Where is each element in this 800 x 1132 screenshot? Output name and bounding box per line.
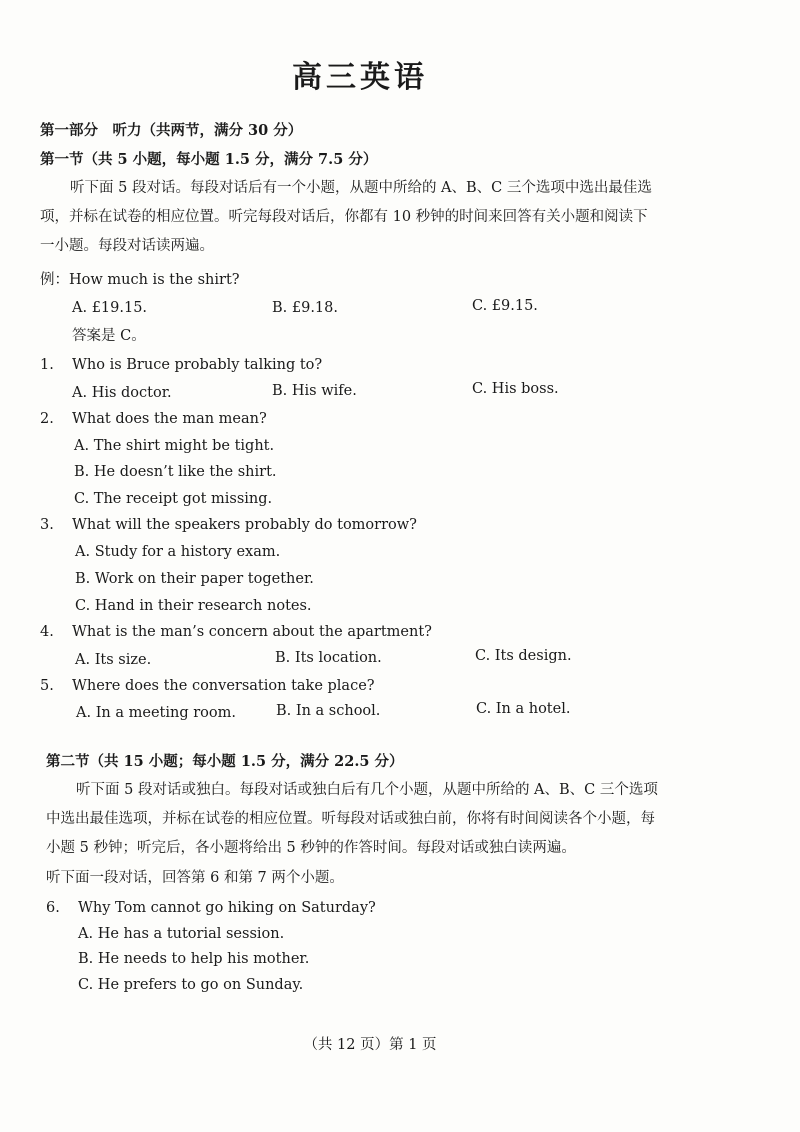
- option: B. His wife.: [272, 383, 357, 399]
- question-text: Who is Bruce probably talking to?: [72, 357, 323, 373]
- option: C. In a hotel.: [476, 701, 571, 717]
- question-number: 6.: [46, 900, 60, 916]
- example-option: C. £9.15.: [472, 298, 538, 314]
- example-option: A. £19.15.: [72, 300, 148, 316]
- option: C. He prefers to go on Sunday.: [78, 977, 304, 993]
- page-title: 高三英语: [292, 60, 428, 95]
- question-number: 4.: [40, 624, 54, 640]
- question-6: [46, 898, 376, 918]
- option: B. Its location.: [275, 650, 382, 666]
- section2-instruction-line: 中选出最佳选项，并标在试卷的相应位置。听每段对话或独白前，你将有时间阅读各个小题，每: [46, 811, 655, 827]
- example-answer: 答案是 C。: [72, 328, 146, 344]
- option: C. Its design.: [475, 648, 572, 664]
- section1-instruction-line: 一小题。每段对话读两遍。: [40, 238, 214, 254]
- option: C. Hand in their research notes.: [75, 598, 312, 614]
- section2-instruction-line: 听下面 5 段对话或独白。每段对话或独白后有几个小题，从题中所给的 A、B、C 三个选项: [76, 782, 658, 798]
- question-3: [40, 515, 417, 535]
- page-footer: （共 12 页）第 1 页: [303, 1037, 437, 1053]
- question-2: [40, 409, 267, 429]
- section2-sub-instruction: 听下面一段对话，回答第 6 和第 7 两个小题。: [46, 870, 344, 886]
- question-text: Why Tom cannot go hiking on Saturday?: [78, 900, 376, 916]
- question-text: What is the man’s concern about the apartment?: [72, 624, 432, 640]
- question-text: What will the speakers probably do tomorrow?: [72, 517, 417, 533]
- question-number: 2.: [40, 411, 54, 427]
- section2-heading: 第二节（共 15 小题；每小题 1.5 分，满分 22.5 分）: [46, 753, 404, 770]
- option: A. Its size.: [75, 652, 152, 668]
- option: A. The shirt might be tight.: [74, 438, 275, 454]
- option: B. He needs to help his mother.: [78, 951, 310, 967]
- example-option: B. £9.18.: [272, 300, 338, 316]
- section2-instruction-line: 小题 5 秒钟；听完后，各小题将给出 5 秒钟的作答时间。每段对话或独白读两遍。: [46, 840, 576, 856]
- question-number: 1.: [40, 357, 54, 373]
- question-5: [40, 676, 375, 696]
- option: B. In a school.: [276, 703, 381, 719]
- example-prompt: 例：How much is the shirt?: [40, 272, 240, 288]
- question-1: [40, 355, 322, 375]
- option: A. In a meeting room.: [76, 705, 236, 721]
- option: B. He doesn’t like the shirt.: [74, 464, 277, 480]
- option: A. Study for a history exam.: [75, 544, 281, 560]
- option: C. The receipt got missing.: [74, 491, 273, 507]
- question-number: 5.: [40, 678, 54, 694]
- question-4: [40, 622, 432, 642]
- option: A. His doctor.: [72, 385, 172, 401]
- question-text: Where does the conversation take place?: [72, 678, 375, 694]
- part1-heading: 第一部分 听力（共两节，满分 30 分）: [40, 122, 303, 139]
- question-text: What does the man mean?: [72, 411, 267, 427]
- option: A. He has a tutorial session.: [78, 926, 285, 942]
- section1-heading: 第一节（共 5 小题，每小题 1.5 分，满分 7.5 分）: [40, 151, 378, 168]
- option: B. Work on their paper together.: [75, 571, 314, 587]
- option: C. His boss.: [472, 381, 559, 397]
- section1-instruction-line: 项，并标在试卷的相应位置。听完每段对话后，你都有 10 秒钟的时间来回答有关小题和阅读下: [40, 209, 648, 225]
- section1-instruction-line: 听下面 5 段对话。每段对话后有一个小题，从题中所给的 A、B、C 三个选项中选出最佳选: [70, 180, 652, 196]
- question-number: 3.: [40, 517, 54, 533]
